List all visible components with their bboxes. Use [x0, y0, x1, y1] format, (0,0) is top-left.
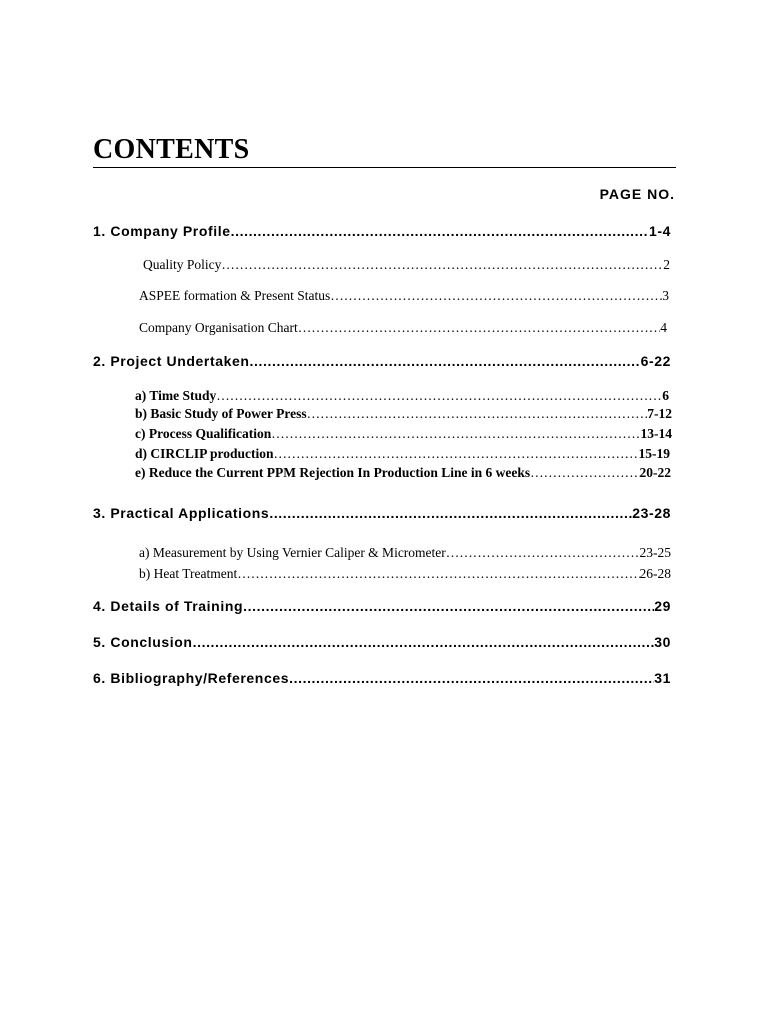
- dot-leader: [330, 288, 662, 304]
- toc-subentry-page: 20-22: [639, 465, 671, 480]
- toc-subentry-label: ASPEE formation & Present Status: [139, 288, 331, 303]
- toc-subentry-circlip-production: [135, 446, 670, 462]
- toc-entry-bibliography: [93, 670, 671, 686]
- toc-subentry-page: 26-28: [639, 566, 671, 581]
- dot-leader: [446, 545, 640, 561]
- toc-subentry-time-study: [135, 388, 669, 404]
- page-no-label: PAGE NO.: [599, 186, 675, 202]
- dot-leader: [271, 426, 640, 442]
- dot-leader: [221, 257, 663, 273]
- dot-leader: [298, 320, 661, 336]
- toc-entry-details-of-training: [93, 598, 671, 614]
- toc-entry-page: 30: [654, 634, 671, 650]
- toc-subentry-org-chart: [139, 320, 667, 336]
- toc-subentry-page: 15-19: [638, 446, 670, 461]
- toc-entry-page: 23-28: [632, 505, 671, 521]
- dot-leader: [216, 388, 662, 404]
- toc-subentry-label: Quality Policy: [143, 257, 222, 272]
- toc-subentry-heat-treatment: [139, 566, 671, 582]
- toc-subentry-label: b) Heat Treatment: [139, 566, 238, 581]
- toc-subentry-label: a) Time Study: [135, 388, 217, 403]
- toc-subentry-page: 13-14: [640, 426, 672, 441]
- page-title: CONTENTS: [93, 134, 250, 165]
- dot-leader: [237, 566, 639, 582]
- dot-leader: [307, 406, 648, 422]
- dot-leader: [231, 223, 649, 239]
- toc-entry-label: 5. Conclusion: [93, 634, 193, 650]
- toc-subentry-label: d) CIRCLIP production: [135, 446, 274, 461]
- dot-leader: [289, 670, 654, 686]
- toc-subentry-vernier-caliper: [139, 545, 671, 561]
- toc-entry-page: 29: [654, 598, 671, 614]
- toc-subentry-process-qualification: [135, 426, 672, 442]
- toc-entry-label: 4. Details of Training: [93, 598, 244, 614]
- dot-leader: [530, 465, 639, 481]
- toc-subentry-page: 6: [662, 388, 669, 403]
- toc-subentry-page: 3: [662, 288, 669, 303]
- toc-entry-page: 1-4: [648, 223, 671, 239]
- dot-leader: [250, 353, 641, 369]
- toc-subentry-ppm-rejection: [135, 465, 671, 481]
- toc-subentry-quality-policy: [143, 257, 670, 273]
- dot-leader: [274, 446, 639, 462]
- toc-subentry-page: 7-12: [647, 406, 672, 421]
- toc-entry-label: 1. Company Profile: [93, 223, 231, 239]
- toc-entry-page: 6-22: [640, 353, 671, 369]
- title-underline: [93, 167, 676, 168]
- toc-subentry-aspee-formation: [139, 288, 669, 304]
- dot-leader: [243, 598, 654, 614]
- toc-subentry-label: b) Basic Study of Power Press: [135, 406, 307, 421]
- toc-subentry-power-press: [135, 406, 672, 422]
- toc-entry-conclusion: [93, 634, 671, 650]
- toc-subentry-label: a) Measurement by Using Vernier Caliper & Micrometer: [139, 545, 446, 560]
- toc-entry-practical-applications: [93, 505, 671, 521]
- dot-leader: [269, 505, 632, 521]
- toc-subentry-page: 2: [663, 257, 670, 272]
- toc-subentry-label: Company Organisation Chart: [139, 320, 298, 335]
- toc-subentry-label: e) Reduce the Current PPM Rejection In Production Line in 6 weeks: [135, 465, 531, 480]
- toc-entry-label: 3. Practical Applications: [93, 505, 270, 521]
- toc-entry-label: 2. Project Undertaken: [93, 353, 250, 369]
- toc-subentry-page: 4: [660, 320, 667, 335]
- toc-subentry-page: 23-25: [639, 545, 671, 560]
- toc-entry-page: 31: [654, 670, 671, 686]
- toc-entry-label: 6. Bibliography/References: [93, 670, 290, 686]
- toc-entry-project-undertaken: [93, 353, 671, 369]
- toc-entry-company-profile: [93, 223, 671, 239]
- dot-leader: [193, 634, 655, 650]
- toc-subentry-label: c) Process Qualification: [135, 426, 272, 441]
